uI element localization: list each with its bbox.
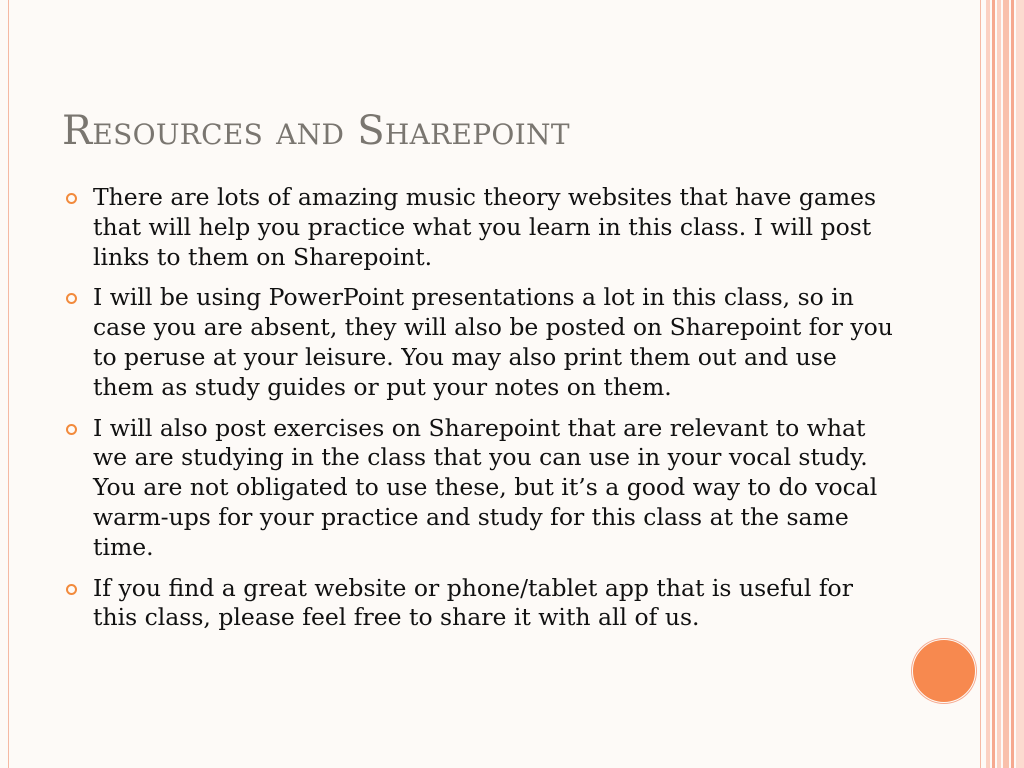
bullet-text: There are lots of amazing music theory websites that have games that will help you practice what you learn in this class. I will post links to them on Sharepoint. [93,183,877,271]
bullet-text: I will also post exercises on Sharepoint that are relevant to what we are studying in the class that you can use in your vocal study. You are not obligated to use these, but it’s a good way to do vocal warm-ups for your practice and study for this class at the same time. [93,413,878,561]
slide-title: Resources and Sharepoint [62,108,570,154]
decorative-stripe [997,0,1001,768]
bullet-item [66,574,896,634]
decorative-stripe [986,0,990,768]
bullet-text: I will be using PowerPoint presentations a lot in this class, so in case you are absent, they will also be posted on Sharepoint for you to peruse at your leisure. You may also print them out and use them as study guides or put your notes on them. [93,283,893,401]
bullet-circle-icon [66,584,77,595]
frame-line-left [8,0,9,768]
bullet-circle-icon [66,193,77,204]
bullet-text: If you find a great website or phone/tablet app that is useful for this class, please feel free to share it with all of us. [93,573,853,632]
bullet-circle-icon [66,293,77,304]
decorative-circle [912,639,976,703]
decorative-stripe [1011,0,1014,768]
decorative-stripe [992,0,995,768]
decorative-stripe [1003,0,1009,768]
bullet-item [66,183,896,272]
bullet-item [66,414,896,563]
decorative-stripe [1016,0,1024,768]
bullet-item [66,283,896,402]
bullet-circle-icon [66,424,77,435]
frame-line-right [980,0,981,768]
bullet-list [66,183,896,644]
